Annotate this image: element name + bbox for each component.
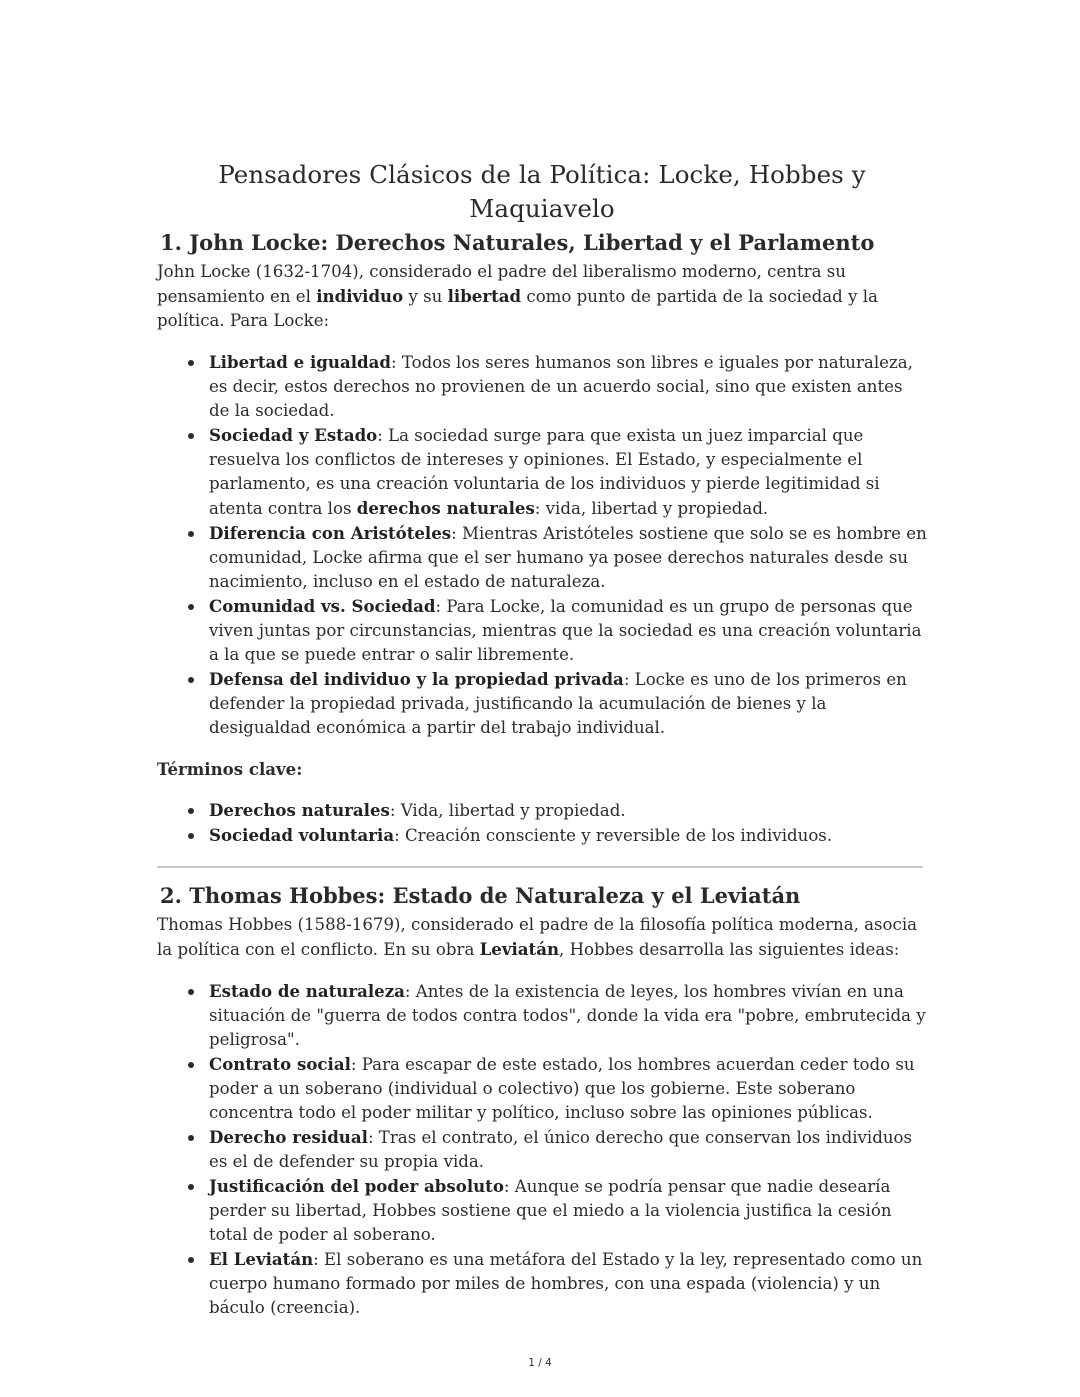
list-item [209,1174,927,1247]
bullet-text: : vida, libertad y propiedad. [534,499,769,518]
locke-intro-paragraph [157,260,927,333]
bullet-term: Derecho residual [209,1127,368,1147]
list-item [209,1052,927,1125]
list-item [209,350,927,423]
bullet-text: : Creación consciente y reversible de los individuos. [394,826,833,845]
hobbes-intro-paragraph [157,913,927,962]
page-number: 1 / 4 [528,1357,552,1369]
intro-text: John Locke (1632-1704), considerado el padre del liberalismo moderno, centra su pensamiento en el [157,262,846,306]
bullet-text: : Para Locke, la comunidad es un grupo de personas que viven juntas por circunstancias, mientras que la sociedad es una creación voluntaria a la que se puede entrar o salir libremente. [209,597,922,664]
bullet-term: Diferencia con Aristóteles [209,523,452,543]
list-item [209,1247,927,1320]
bullet-term: Comunidad vs. Sociedad [209,596,436,616]
document-title: Pensadores Clásicos de la Política: Locke, Hobbes y Maquiavelo [218,160,866,223]
bullet-term: Estado de naturaleza [209,981,405,1001]
hobbes-ideas-list [157,979,927,1320]
bullet-text: : Todos los seres humanos son libres e iguales por naturaleza, es decir, estos derechos no provienen de un acuerdo social, sino que existen antes de la sociedad. [209,353,913,420]
bullet-text: : Aunque se podría pensar que nadie desearía perder su libertad, Hobbes sostiene que el miedo a la violencia justifica la cesión total de poder al soberano. [209,1177,892,1244]
intro-bold-term: Leviatán [479,939,560,959]
list-item [209,979,927,1052]
list-item [209,594,927,667]
section-divider [157,866,923,868]
list-item [209,823,927,848]
bullet-text: : Vida, libertad y propiedad. [389,801,626,820]
bullet-text: : Locke es uno de los primeros en defender la propiedad privada, justificando la acumulación de bienes y la desigualdad económica a partir del trabajo individual. [209,670,907,737]
section-heading-locke: 1. John Locke: Derechos Naturales, Libertad y el Parlamento [160,230,875,255]
bullet-text: : Antes de la existencia de leyes, los hombres vivían en una situación de "guerra de todos contra todos", donde la vida era "pobre, embrutecida y peligrosa". [209,982,926,1049]
intro-text: y su [403,287,448,306]
bullet-term: Contrato social [209,1054,351,1074]
bullet-term: Justificación del poder absoluto [209,1176,504,1196]
list-item [209,521,927,594]
bullet-text: : Tras el contrato, el único derecho que conservan los individuos es el de defender su propia vida. [209,1128,913,1171]
list-item [209,667,927,740]
bullet-term: Sociedad y Estado [209,425,378,445]
bullet-text: : El soberano es una metáfora del Estado y la ley, representado como un cuerpo humano formado por miles de hombres, con una espada (violencia) y un báculo (creencia). [209,1250,923,1317]
intro-text: , Hobbes desarrolla las siguientes ideas: [559,940,900,959]
bullet-term: Derechos naturales [209,800,390,820]
bullet-text: : Para escapar de este estado, los hombres acuerdan ceder todo su poder a un soberano (individual o colectivo) que los gobierne. Este soberano concentra todo el poder militar y político, incluso sobre las opiniones públicas. [209,1055,915,1122]
list-item [209,423,927,521]
bullet-text: : La sociedad surge para que exista un juez imparcial que resuelva los conflictos de intereses y opiniones. El Estado, y especialmente el parlamento, es una creación voluntaria de los individuos y pierde legitimidad si atenta contra los [209,426,880,518]
intro-bold-term: individuo [316,286,404,306]
bullet-term: Sociedad voluntaria [209,825,395,845]
intro-text: Thomas Hobbes (1588-1679), considerado el padre de la filosofía política moderna, asocia la política con el conflicto. En su obra [157,915,918,959]
intro-text: como punto de partida de la sociedad y la política. Para Locke: [157,287,878,330]
list-item [209,1125,927,1174]
bullet-term: Libertad e igualdad [209,352,391,372]
locke-ideas-list [157,350,927,740]
bullet-term: derechos naturales [356,498,535,518]
section-heading-hobbes: 2. Thomas Hobbes: Estado de Naturaleza y el Leviatán [160,883,801,908]
bullet-text: : Mientras Aristóteles sostiene que solo se es hombre en comunidad, Locke afirma que el ser humano ya posee derechos naturales desde su nacimiento, incluso en el estado de naturaleza. [209,524,927,591]
document-page [157,158,927,1320]
intro-bold-term: libertad [447,286,522,306]
bullet-term: Defensa del individuo y la propiedad privada [209,669,624,689]
key-terms-list [157,798,927,848]
key-terms-label: Términos clave: [157,759,303,779]
bullet-term: El Leviatán [209,1249,314,1269]
list-item [209,798,927,823]
